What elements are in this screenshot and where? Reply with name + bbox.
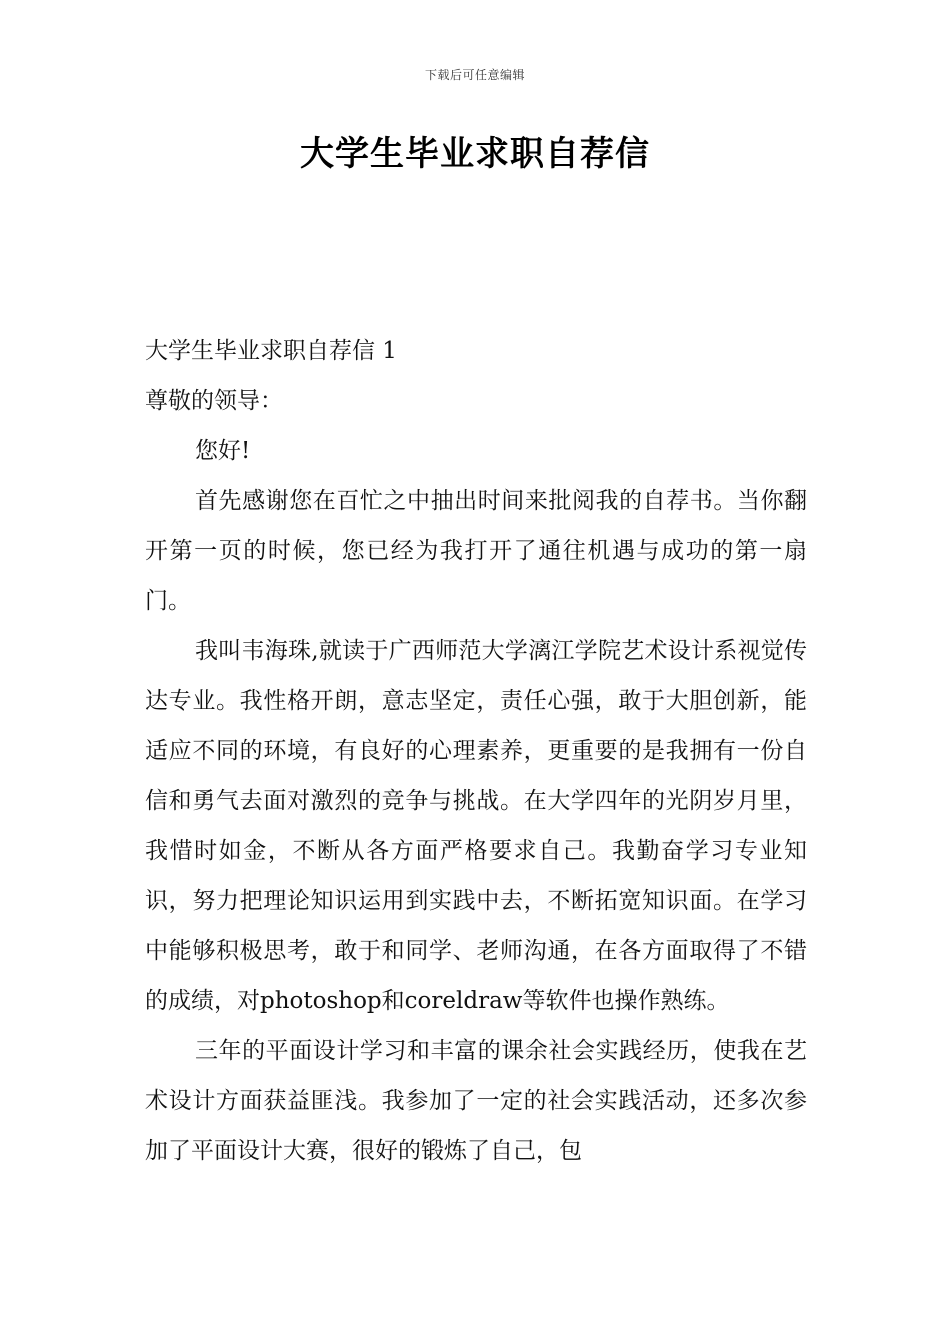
greeting: 您好! xyxy=(195,438,251,464)
paragraph-intro: 首先感谢您在百忙之中抽出时间来批阅我的自荐书。当你翻开第一页的时候，您已经为我打开了通往机遇与成功的第一扇门。 xyxy=(145,488,807,614)
letter-body xyxy=(145,326,807,1176)
paragraph-self-introduction: 我叫韦海珠,就读于广西师范大学漓江学院艺术设计系视觉传达专业。我性格开朗，意志坚定，责任心强，敢于大胆创新，能适应不同的环境，有良好的心理素养，更重要的是我拥有一份自信和勇气去面对激烈的竞争与挑战。在大学四年的光阴岁月里，我惜时如金，不断从各方面严格要求自己。我勤奋学习专业知识，努力把理论知识运用到实践中去，不断拓宽知识面。在学习中能够积极思考，敢于和同学、老师沟通，在各方面取得了不错的成绩，对photoshop和coreldraw等软件也操作熟练。 xyxy=(145,638,807,1014)
paragraph-experience: 三年的平面设计学习和丰富的课余社会实践经历，使我在艺术设计方面获益匪浅。我参加了一定的社会实践活动，还多次参加了平面设计大赛，很好的锻炼了自己，包 xyxy=(145,1038,807,1164)
salutation: 尊敬的领导： xyxy=(145,388,283,414)
document-title: 大学生毕业求职自荐信 xyxy=(300,134,650,174)
header-note: 下载后可任意编辑 xyxy=(424,68,525,82)
section-heading: 大学生毕业求职自荐信 1 xyxy=(145,338,397,364)
